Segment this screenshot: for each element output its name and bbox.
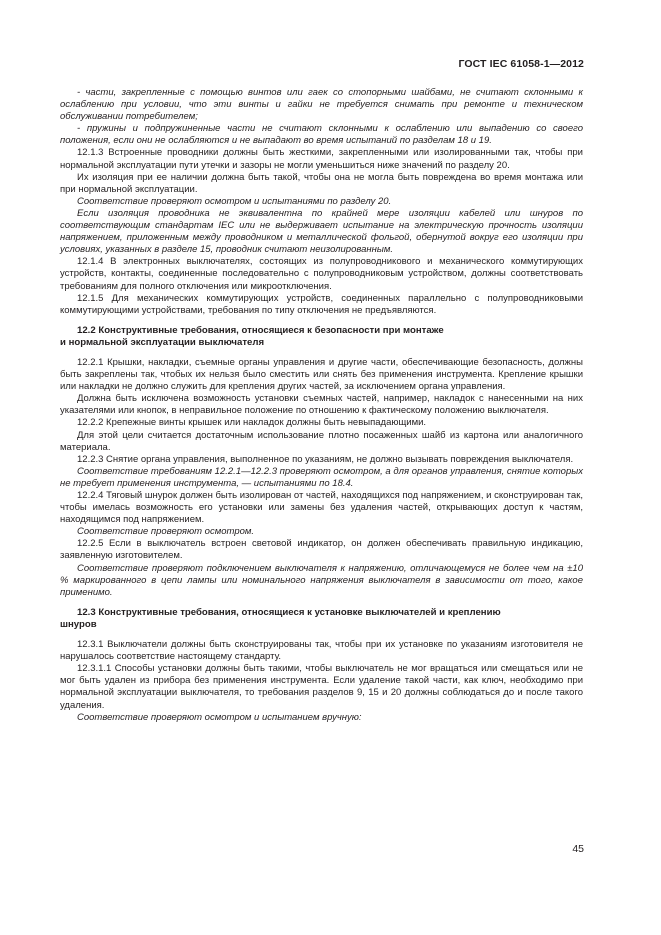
page-body — [60, 87, 583, 724]
heading-line: 12.2 Конструктивные требования, относящиеся к безопасности при монтаже — [77, 324, 444, 336]
paragraph: 12.3.1.1 Способы установки должны быть такими, чтобы выключатель не мог вращаться или смещаться или не мог быть удален из прибора без применения инструмента. Если удаление такой части, как ключ, необходимо при нормальной эксплуатации выключателя, то требования разделов 9, 15 и 20 должны соблюдаться до и после такого удаления. — [60, 663, 583, 711]
paragraph: Соответствие требованиям 12.2.1—12.2.3 проверяют осмотром, а для органов управления, снятие которых не требует применения инструмента, — испытаниями по 18.4. — [60, 465, 583, 489]
heading-line: шнуров — [60, 618, 97, 630]
paragraph: Соответствие проверяют осмотром. — [77, 526, 255, 538]
paragraph: 12.3.1 Выключатели должны быть сконструированы так, чтобы при их установке по указаниям изготовителя не нарушалось соответствие настоящему стандарту. — [60, 639, 583, 663]
paragraph: Для этой цели считается достаточным использование плотно посаженных шайб из картона или аналогичного материала. — [60, 429, 583, 453]
section-heading-12-3 — [60, 607, 583, 631]
paragraph: 12.2.4 Тяговый шнурок должен быть изолирован от частей, находящихся под напряжением, и сконструирован так, чтобы имелась возможность его установки или замены без удаления частей, открывающих доступ к частям, находящимся под напряжением. — [60, 490, 583, 526]
heading-line: и нормальной эксплуатации выключателя — [60, 336, 265, 348]
paragraph: 12.1.3 Встроенные проводники должны быть жесткими, закрепленными или изолированными так, чтобы при нормальной эксплуатации пути утечки и зазоры не могли уменьшиться ниже значений по разделу 20. — [60, 147, 583, 171]
paragraph: 12.2.3 Снятие органа управления, выполненное по указаниям, не должно вызывать повреждения выключателя. — [77, 453, 574, 465]
paragraph: Их изоляция при ее наличии должна быть такой, чтобы она не могла быть повреждена во время монтажа или при нормальной эксплуатации. — [60, 171, 583, 195]
page-number: 45 — [572, 843, 584, 855]
section-heading-12-2 — [60, 325, 583, 349]
paragraph: Соответствие проверяют подключением выключателя к напряжению, отличающемуся не более чем на ±10 % маркированного в цепи лампы или номинального напряжения выключателя в зависимости от того, какое применимо. — [60, 562, 583, 598]
paragraph: Должна быть исключена возможность установки съемных частей, например, накладок с нанесенными на них указателями или кнопок, в неправильное положение по отношению к фактическому положению выключателя. — [60, 393, 583, 417]
paragraph: Соответствие проверяют осмотром и испытанием вручную: — [77, 711, 362, 723]
paragraph: 12.1.5 Для механических коммутирующих устройств, соединенных параллельно с полупроводниковыми коммутирующими устройствами, требования по типу отключения не предъявляются. — [60, 292, 583, 316]
paragraph: - части, закрепленные с помощью винтов или гаек со стопорными шайбами, не считают склонными к ослаблению при условии, что эти винты и гайки не требуется снимать при ремонте и техническом обслуживании потребителем; — [60, 87, 583, 123]
paragraph: 12.2.2 Крепежные винты крышек или накладок должны быть невыпадающими. — [77, 417, 427, 429]
paragraph: 12.2.1 Крышки, накладки, съемные органы управления и другие части, обеспечивающие безопасность, должны быть закреплены так, чтобых их нельзя было сместить или снять без применения инструмента. Крепление крышки или накладки не должно служить для крепления других частей, за исключением органа управления. — [60, 356, 583, 393]
paragraph: 12.1.4 В электронных выключателях, состоящих из полупроводникового и механического коммутирующих устройств, контакты, соединенные последовательно с полупроводниковым устройством, должны соответствовать требованиям для полного отключения или микроотключения. — [60, 256, 583, 292]
paragraph: - пружины и подпружиненные части не считают склонными к ослаблению или выпадению со своего положения, если они не ослабляются и не выпадают во время испытаний по разделам 18 и 19. — [60, 123, 583, 147]
paragraph: Если изоляция проводника не эквивалентна по крайней мере изоляции кабелей или шнуров по соответствующим стандартам IEC или не выдерживает испытание на электрическую прочность изоляции напряжением, приложенным между проводником и металлической фольгой, обернутой вокруг его изоляции при условиях, указанных в разделе 15, проводник считают неизолированным. — [60, 207, 583, 256]
running-header: ГОСТ IEC 61058-1—2012 — [458, 58, 584, 70]
paragraph: 12.2.5 Если в выключатель встроен световой индикатор, он должен обеспечивать правильную индикацию, заявленную изготовителем. — [60, 538, 583, 562]
heading-line: 12.3 Конструктивные требования, относящиеся к установке выключателей и креплению — [77, 606, 501, 618]
paragraph: Соответствие проверяют осмотром и испытаниями по разделу 20. — [77, 195, 392, 207]
